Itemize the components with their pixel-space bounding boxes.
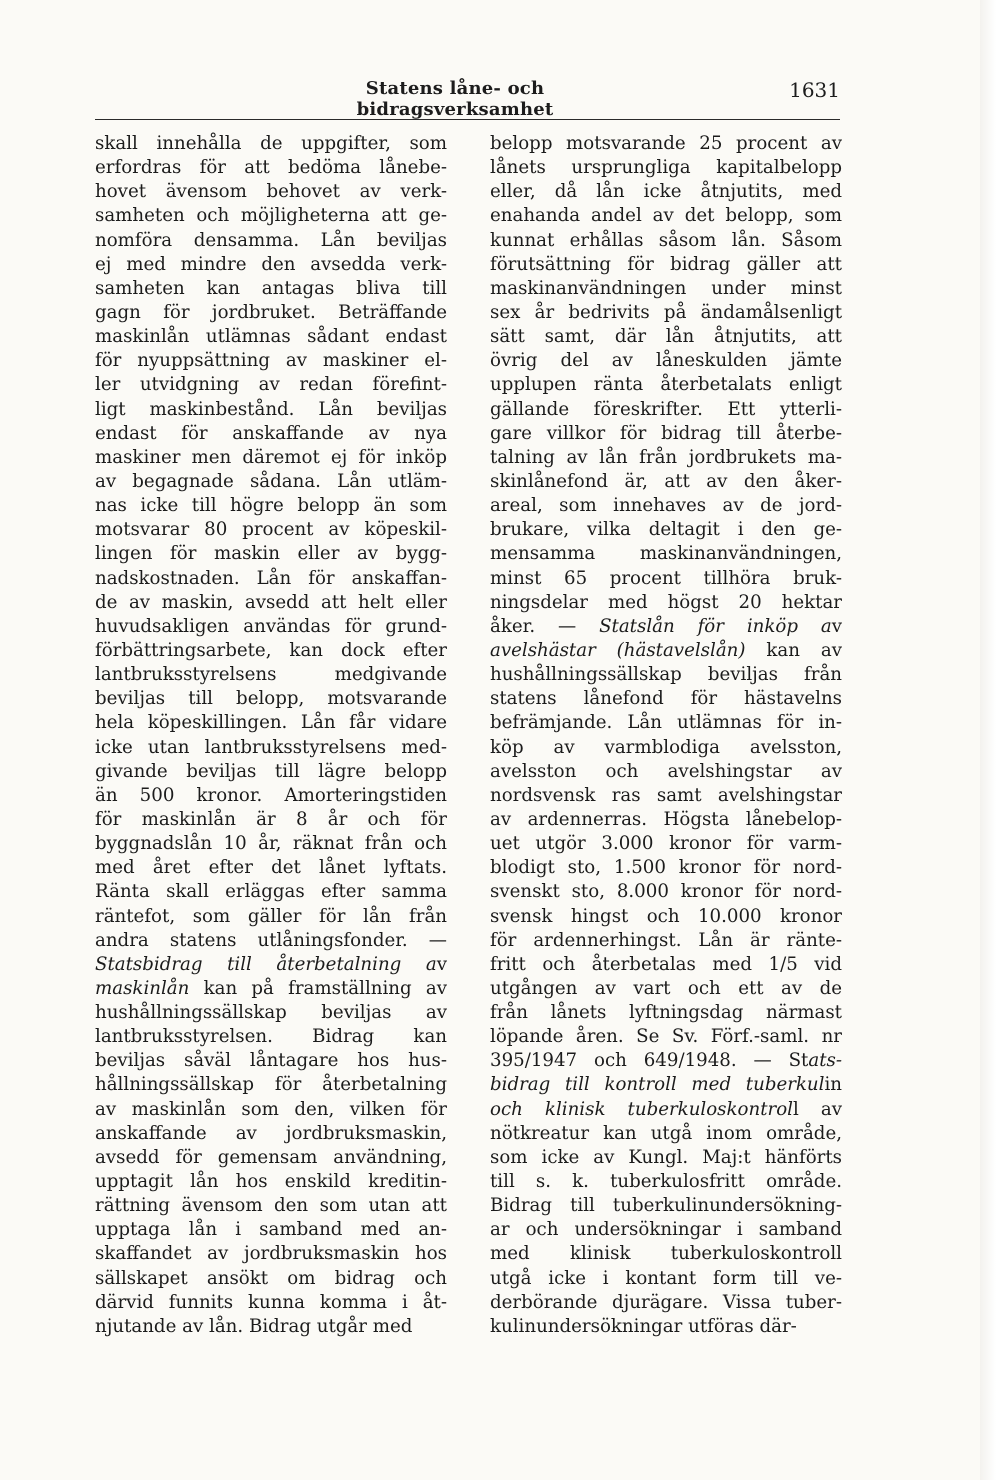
text-line: skaffandet av jordbruksmaskin hos [95, 1243, 447, 1265]
text-line: hushållningssällskap beviljas från [490, 664, 842, 686]
text-line: räntefot, som gäller för lån från [95, 905, 447, 927]
text-line: med året efter det lånet lyftats. [95, 857, 447, 879]
text-line: nomföra densamma. Lån beviljas [95, 229, 447, 251]
text-line: brukare, vilka deltagit i den ge- [490, 519, 842, 541]
text-line: samheten och möjligheterna att ge- [95, 205, 447, 227]
text-line: sällskapet ansökt om bidrag och [95, 1267, 447, 1289]
text-line: sex år bedrivits på ändamålsenligt [490, 301, 842, 323]
text-line: mensamma maskinanvändningen, [490, 543, 842, 565]
text-line: befrämjande. Lån utlämnas för in- [490, 712, 842, 734]
text-line: hushållningssällskap beviljas av [95, 1002, 447, 1024]
text-line: sätt samt, där lån åtnjutits, att [490, 326, 842, 348]
text-line: gällande föreskrifter. Ett ytterli- [490, 398, 842, 420]
text-line: nadskostnaden. Lån för anskaffan- [95, 567, 447, 589]
right-column [490, 132, 842, 1339]
text-line: maskinlån kan på framställning av [95, 977, 447, 999]
text-line: anskaffande av jordbruksmaskin, [95, 1122, 447, 1144]
text-line: med klinisk tuberkuloskontroll [490, 1243, 842, 1265]
text-line: upptagit lån hos enskild kreditin- [95, 1171, 447, 1193]
text-line: uet utgör 3.000 kronor för varm- [490, 833, 842, 855]
text-line: beviljas såväl låntagare hos hus- [95, 1050, 447, 1072]
text-line: lingen för maskin eller av bygg- [95, 543, 447, 565]
text-line: statens lånefond för hästavelns [490, 688, 842, 710]
text-line: endast för anskaffande av nya [95, 422, 447, 444]
text-line: avelshästar (hästavelslån) kan av [490, 639, 842, 661]
text-line: och klinisk tuberkuloskontroll av [490, 1098, 842, 1120]
text-line: hela köpeskillingen. Lån får vidare [95, 712, 447, 734]
text-line: åker. — Statslån för inköp av [490, 615, 842, 637]
text-line: svenskt sto, 8.000 kronor för nord- [490, 881, 842, 903]
text-line: enahanda andel av det belopp, som [490, 205, 842, 227]
text-line: maskinanvändningen under minst [490, 277, 842, 299]
header-rule [95, 119, 840, 120]
text-line: ningsdelar med högst 20 hektar [490, 591, 842, 613]
text-line: nas icke till högre belopp än som [95, 495, 447, 517]
text-line: 395/1947 och 649/1948. — Stats- [490, 1050, 842, 1072]
text-line: ar och undersökningar i samband [490, 1219, 842, 1241]
text-line: upptaga lån i samband med an- [95, 1219, 447, 1241]
text-line: utgå icke i kontant form till ve- [490, 1267, 842, 1289]
text-line: avelsston och avelshingstar av [490, 760, 842, 782]
text-line: för ardennerhingst. Lån är ränte- [490, 929, 842, 951]
text-line: därvid funnits kunna komma i åt- [95, 1291, 447, 1313]
text-line: talning av lån från jordbrukets ma- [490, 446, 842, 468]
text-line: huvudsakligen användas för grund- [95, 615, 447, 637]
text-line: derbörande djurägare. Vissa tuber- [490, 1291, 842, 1313]
text-line: kulinundersökningar utföras där- [490, 1315, 797, 1337]
text-line: utgången av vart och ett av de [490, 977, 842, 999]
text-line: samheten kan antagas bliva till [95, 277, 447, 299]
text-line: motsvarar 80 procent av köpeskil- [95, 519, 447, 541]
text-line: hållningssällskap för återbetalning [95, 1074, 447, 1096]
text-line: Ränta skall erläggas efter samma [95, 881, 447, 903]
text-line: avsedd för gemensam användning, [95, 1146, 447, 1168]
text-line: maskiner men däremot ej för inköp [95, 446, 447, 468]
text-line: köp av varmblodiga avelsston, [490, 736, 842, 758]
text-line: ej med mindre den avsedda verk- [95, 253, 447, 275]
text-line: förbättringsarbete, kan dock efter [95, 639, 447, 661]
text-line: fritt och återbetalas med 1/5 vid [490, 953, 842, 975]
text-line: blodigt sto, 1.500 kronor för nord- [490, 857, 842, 879]
text-line: löpande åren. Se Sv. Förf.-saml. nr [490, 1026, 842, 1048]
text-line: från lånets lyftningsdag närmast [490, 1002, 842, 1024]
text-line: ler utvidgning av redan förefint- [95, 374, 447, 396]
text-line: hovet ävensom behovet av verk- [95, 181, 447, 203]
text-line: svensk hingst och 10.000 kronor [490, 905, 842, 927]
text-line: ligt maskinbestånd. Lån beviljas [95, 398, 447, 420]
text-line: maskinlån utlämnas sådant endast [95, 326, 447, 348]
text-line: Statsbidrag till återbetalning av [95, 953, 447, 975]
page-header [95, 78, 840, 120]
text-line: gare villkor för bidrag till återbe- [490, 422, 842, 444]
text-line: till s. k. tuberkulosfritt område. [490, 1171, 842, 1193]
text-line: areal, som innehaves av de jord- [490, 495, 842, 517]
left-column [95, 132, 447, 1339]
text-line: givande beviljas till lägre belopp [95, 760, 447, 782]
text-line: skinlånefond är, att av den åker- [490, 470, 842, 492]
text-line: som icke av Kungl. Maj:t hänförts [490, 1146, 842, 1168]
text-line: bidrag till kontroll med tuberkulin [490, 1074, 842, 1096]
text-line: skall innehålla de uppgifter, som [95, 133, 447, 154]
text-line: gagn för jordbruket. Beträffande [95, 301, 447, 323]
text-line: för nyuppsättning av maskiner el- [95, 350, 447, 372]
text-line: de av maskin, avsedd att helt eller [95, 591, 447, 613]
text-line: belopp motsvarande 25 procent av [490, 133, 842, 154]
text-line: av ardennerras. Högsta lånebelop- [490, 808, 842, 830]
text-line: Bidrag till tuberkulinundersökning- [490, 1195, 842, 1217]
page-number: 1631 [789, 78, 840, 102]
text-line: för maskinlån är 8 år och för [95, 808, 447, 830]
text-line: eller, då lån icke åtnjutits, med [490, 181, 842, 203]
text-line: av maskinlån som den, vilken för [95, 1098, 447, 1120]
text-line: lånets ursprungliga kapitalbelopp [490, 157, 842, 179]
text-line: andra statens utlåningsfonder. — [95, 929, 447, 951]
text-line: minst 65 procent tillhöra bruk- [490, 567, 842, 589]
text-line: njutande av lån. Bidrag utgår med [95, 1315, 413, 1337]
text-line: upplupen ränta återbetalats enligt [490, 374, 842, 396]
text-line: än 500 kronor. Amorteringstiden [95, 784, 447, 806]
text-line: nordsvensk ras samt avelshingstar [490, 784, 842, 806]
text-line: rättning ävensom den som utan att [95, 1195, 447, 1217]
text-line: kunnat erhållas såsom lån. Såsom [490, 229, 842, 251]
running-title: Statens låne- och bidragsverksamhet [356, 78, 554, 120]
text-line: byggnadslån 10 år, räknat från och [95, 833, 447, 855]
text-line: förutsättning för bidrag gäller att [490, 253, 842, 275]
text-line: lantbruksstyrelsen. Bidrag kan [95, 1026, 447, 1048]
text-line: erfordras för att bedöma lånebe- [95, 157, 447, 179]
text-line: nötkreatur kan utgå inom område, [490, 1122, 842, 1144]
page-edge [980, 0, 996, 1480]
text-line: av begagnade sådana. Lån utläm- [95, 470, 447, 492]
text-line: övrig del av låneskulden jämte [490, 350, 842, 372]
text-line: beviljas till belopp, motsvarande [95, 688, 447, 710]
text-line: icke utan lantbruksstyrelsens med- [95, 736, 447, 758]
text-line: lantbruksstyrelsens medgivande [95, 664, 447, 686]
